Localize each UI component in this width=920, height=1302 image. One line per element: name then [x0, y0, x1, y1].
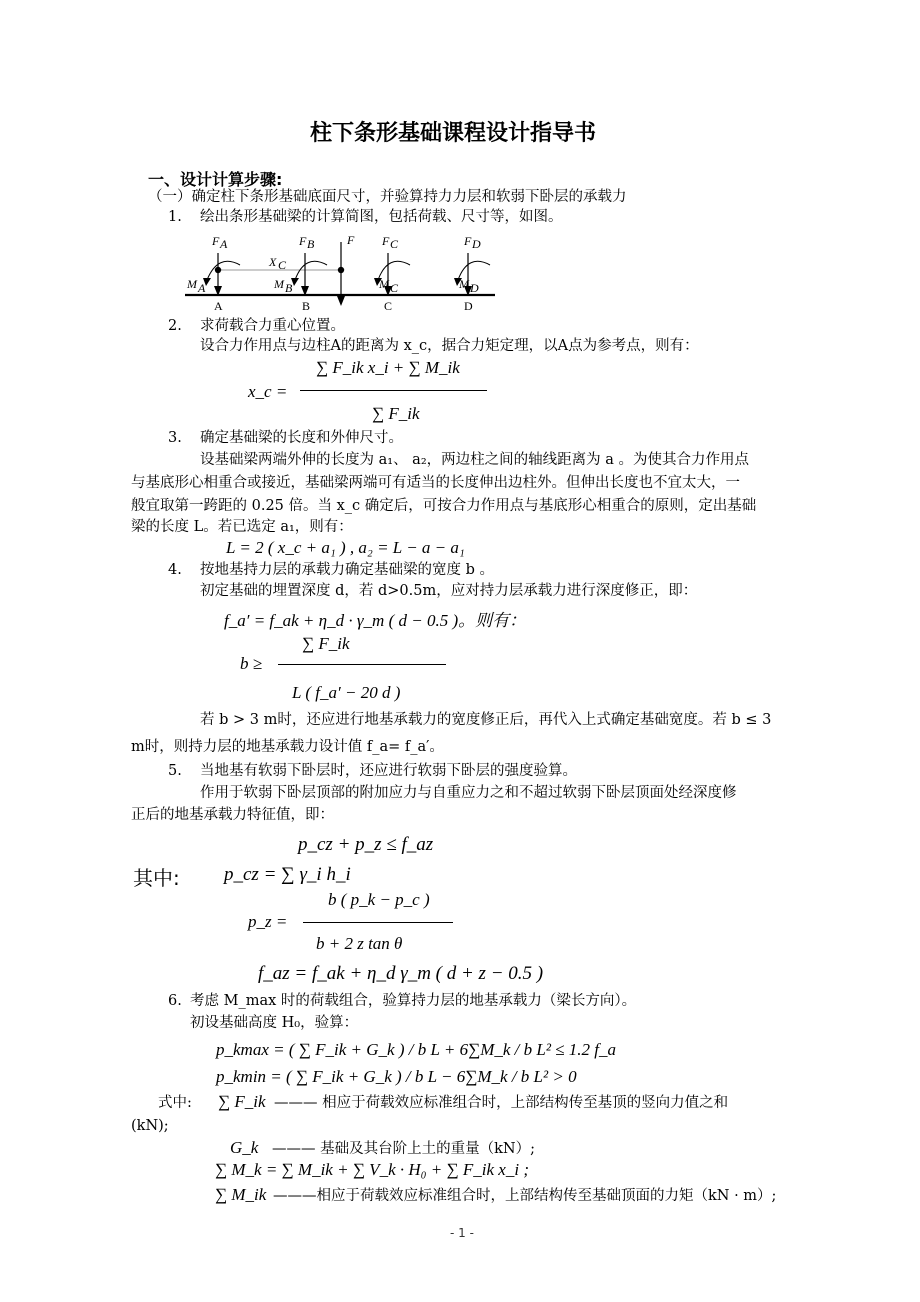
- svg-text:F: F: [347, 233, 355, 247]
- svg-text:F: F: [382, 234, 390, 248]
- weak-layer-check-formula: p_cz + p_z ≤ f_az: [298, 834, 434, 855]
- def-sum-fik-text: ——— 相应于荷载效应标准组合时，上部结构传至基顶的竖向力值之和: [274, 1095, 729, 1111]
- fraction-bar: [303, 922, 453, 923]
- xc-formula-numerator: ∑ F_ik x_i + ∑ M_ik: [316, 358, 460, 377]
- step-2-text: 求荷载合力重心位置。: [200, 318, 345, 334]
- def-sum-mk-formula: ∑ M_k = ∑ M_ik + ∑ V_k · H₀ + ∑ F_ik x_i ;: [215, 1160, 529, 1179]
- pz-formula-lhs: p_z =: [248, 912, 288, 931]
- document-title: 柱下条形基础课程设计指导书: [310, 121, 597, 146]
- step-5-paragraph-line-1: 作用于软弱下卧层顶部的附加应力与自重应力之和不超过软弱下卧层顶面处经深度修: [200, 785, 737, 801]
- pz-formula-denominator: b + 2 z tan θ: [316, 934, 403, 953]
- svg-text:D: D: [470, 281, 479, 295]
- subsection-heading: （一）确定柱下条形基础底面尺寸，并验算持力力层和软弱下卧层的承载力: [148, 189, 627, 205]
- def-sum-mik-text: ———相应于荷载效应标准组合时，上部结构传至基础顶面的力矩（kN · m）;: [273, 1188, 777, 1204]
- step-1-number: 1.: [168, 209, 182, 225]
- step-2-description: 设合力作用点与边柱A的距离为 x_c，据合力矩定理，以A点为参考点，则有：: [200, 338, 699, 354]
- step-5-text: 当地基有软弱下卧层时，还应进行软弱下卧层的强度验算。: [200, 763, 577, 779]
- def-gk-text: ——— 基础及其台阶上土的重量（kN）;: [272, 1141, 535, 1157]
- svg-text:C: C: [390, 281, 399, 295]
- svg-text:D: D: [472, 237, 481, 251]
- svg-text:A: A: [220, 237, 228, 251]
- step-5-paragraph-line-2: 正后的地基承载力特征值，即：: [131, 807, 334, 823]
- step-3-number: 3.: [168, 430, 182, 446]
- width-formula-lhs: b ≥: [240, 654, 263, 673]
- svg-text:A: A: [198, 281, 206, 295]
- xc-formula-denominator: ∑ F_ik: [372, 404, 420, 423]
- step-1-text: 绘出条形基础梁的计算简图，包括荷载、尺寸等，如图。: [200, 209, 563, 225]
- svg-text:F: F: [212, 234, 220, 248]
- fraction-bar: [278, 664, 446, 665]
- step-3-text: 确定基础梁的长度和外伸尺寸。: [200, 430, 403, 446]
- beam-load-diagram: [185, 228, 505, 313]
- def-sum-fik-unit: (kN);: [131, 1118, 169, 1134]
- width-note-line-1: 若 b > 3 m时，还应进行地基承载力的宽度修正后，再代入上式确定基础宽度。若 b ≤ 3: [200, 712, 772, 728]
- svg-text:B: B: [307, 237, 315, 251]
- step-6-text: 考虑 M_max 时的荷载组合，验算持力层的地基承载力（梁长方向）。: [190, 993, 637, 1009]
- svg-text:M: M: [274, 277, 284, 291]
- svg-text:F: F: [299, 234, 307, 248]
- page-number: - 1 -: [450, 1226, 474, 1240]
- step-3-paragraph-line-2: 与基底形心相重合或接近，基础梁两端可有适当的长度伸出边柱外。但伸出长度也不宜太大，一: [131, 475, 740, 491]
- step-4-description: 初定基础的埋置深度 d，若 d>0.5m，应对持力层承载力进行深度修正，即：: [200, 583, 698, 599]
- width-formula-numerator: ∑ F_ik: [302, 634, 350, 653]
- svg-text:X: X: [269, 255, 277, 269]
- step-5-number: 5.: [168, 763, 182, 779]
- svg-text:M: M: [459, 277, 469, 291]
- svg-text:A: A: [214, 299, 223, 313]
- svg-text:M: M: [187, 277, 197, 291]
- pz-formula-numerator: b ( p_k − p_c ): [328, 890, 430, 909]
- step-2-number: 2.: [168, 318, 182, 334]
- pcz-formula: p_cz = ∑ γ_i h_i: [224, 864, 351, 885]
- fa-correction-formula: f_a′ = f_ak + η_d · γ_m ( d − 0.5 )。则有：: [224, 611, 527, 630]
- svg-text:C: C: [390, 237, 399, 251]
- svg-text:B: B: [285, 281, 293, 295]
- svg-text:C: C: [384, 299, 393, 313]
- svg-text:D: D: [464, 299, 473, 313]
- def-sum-fik-symbol: ∑ F_ik: [218, 1092, 266, 1111]
- where-label: 其中:: [133, 866, 180, 890]
- svg-text:B: B: [302, 299, 311, 313]
- pkmax-formula: p_kmax = ( ∑ F_ik + G_k ) / b L + 6∑M_k / b L² ≤ 1.2 f_a: [216, 1040, 616, 1059]
- faz-formula: f_az = f_ak + η_d γ_m ( d + z − 0.5 ): [258, 963, 544, 984]
- step-6-description: 初设基础高度 H₀，验算：: [190, 1015, 359, 1031]
- svg-text:C: C: [278, 258, 287, 272]
- fraction-bar: [300, 390, 487, 391]
- xc-formula-lhs: x_c =: [248, 382, 288, 401]
- step-3-paragraph-line-3: 般宜取第一跨距的 0.25 倍。当 x_c 确定后，可按合力作用点与基底形心相重合的原则，定出基础: [131, 498, 757, 514]
- step-4-text: 按地基持力层的承载力确定基础梁的宽度 b 。: [200, 562, 494, 578]
- step-3-paragraph-line-1: 设基础梁两端外伸的长度为 a₁、 a₂，两边柱之间的轴线距离为 a 。为使其合力作用点: [200, 452, 749, 468]
- section-heading: 一、设计计算步骤:: [148, 170, 283, 189]
- svg-text:F: F: [464, 234, 472, 248]
- definitions-label: 式中:: [158, 1095, 192, 1111]
- step-3-paragraph-line-4: 梁的长度 L。若已选定 a₁，则有：: [131, 519, 353, 535]
- svg-text:M: M: [379, 277, 389, 291]
- pkmin-formula: p_kmin = ( ∑ F_ik + G_k ) / b L − 6∑M_k / b L² > 0: [216, 1067, 577, 1086]
- width-note-line-2: m时，则持力层的地基承载力设计值 f_a= f_a′。: [131, 739, 444, 755]
- def-gk-symbol: G_k: [230, 1138, 259, 1157]
- length-formula: L = 2 ( x_c + a₁ ) , a₂ = L − a − a₁: [226, 538, 465, 557]
- def-sum-mik-symbol: ∑ M_ik: [215, 1185, 267, 1204]
- step-6-number: 6.: [168, 993, 182, 1009]
- width-formula-denominator: L ( f_a′ − 20 d ): [292, 683, 401, 702]
- step-4-number: 4.: [168, 562, 182, 578]
